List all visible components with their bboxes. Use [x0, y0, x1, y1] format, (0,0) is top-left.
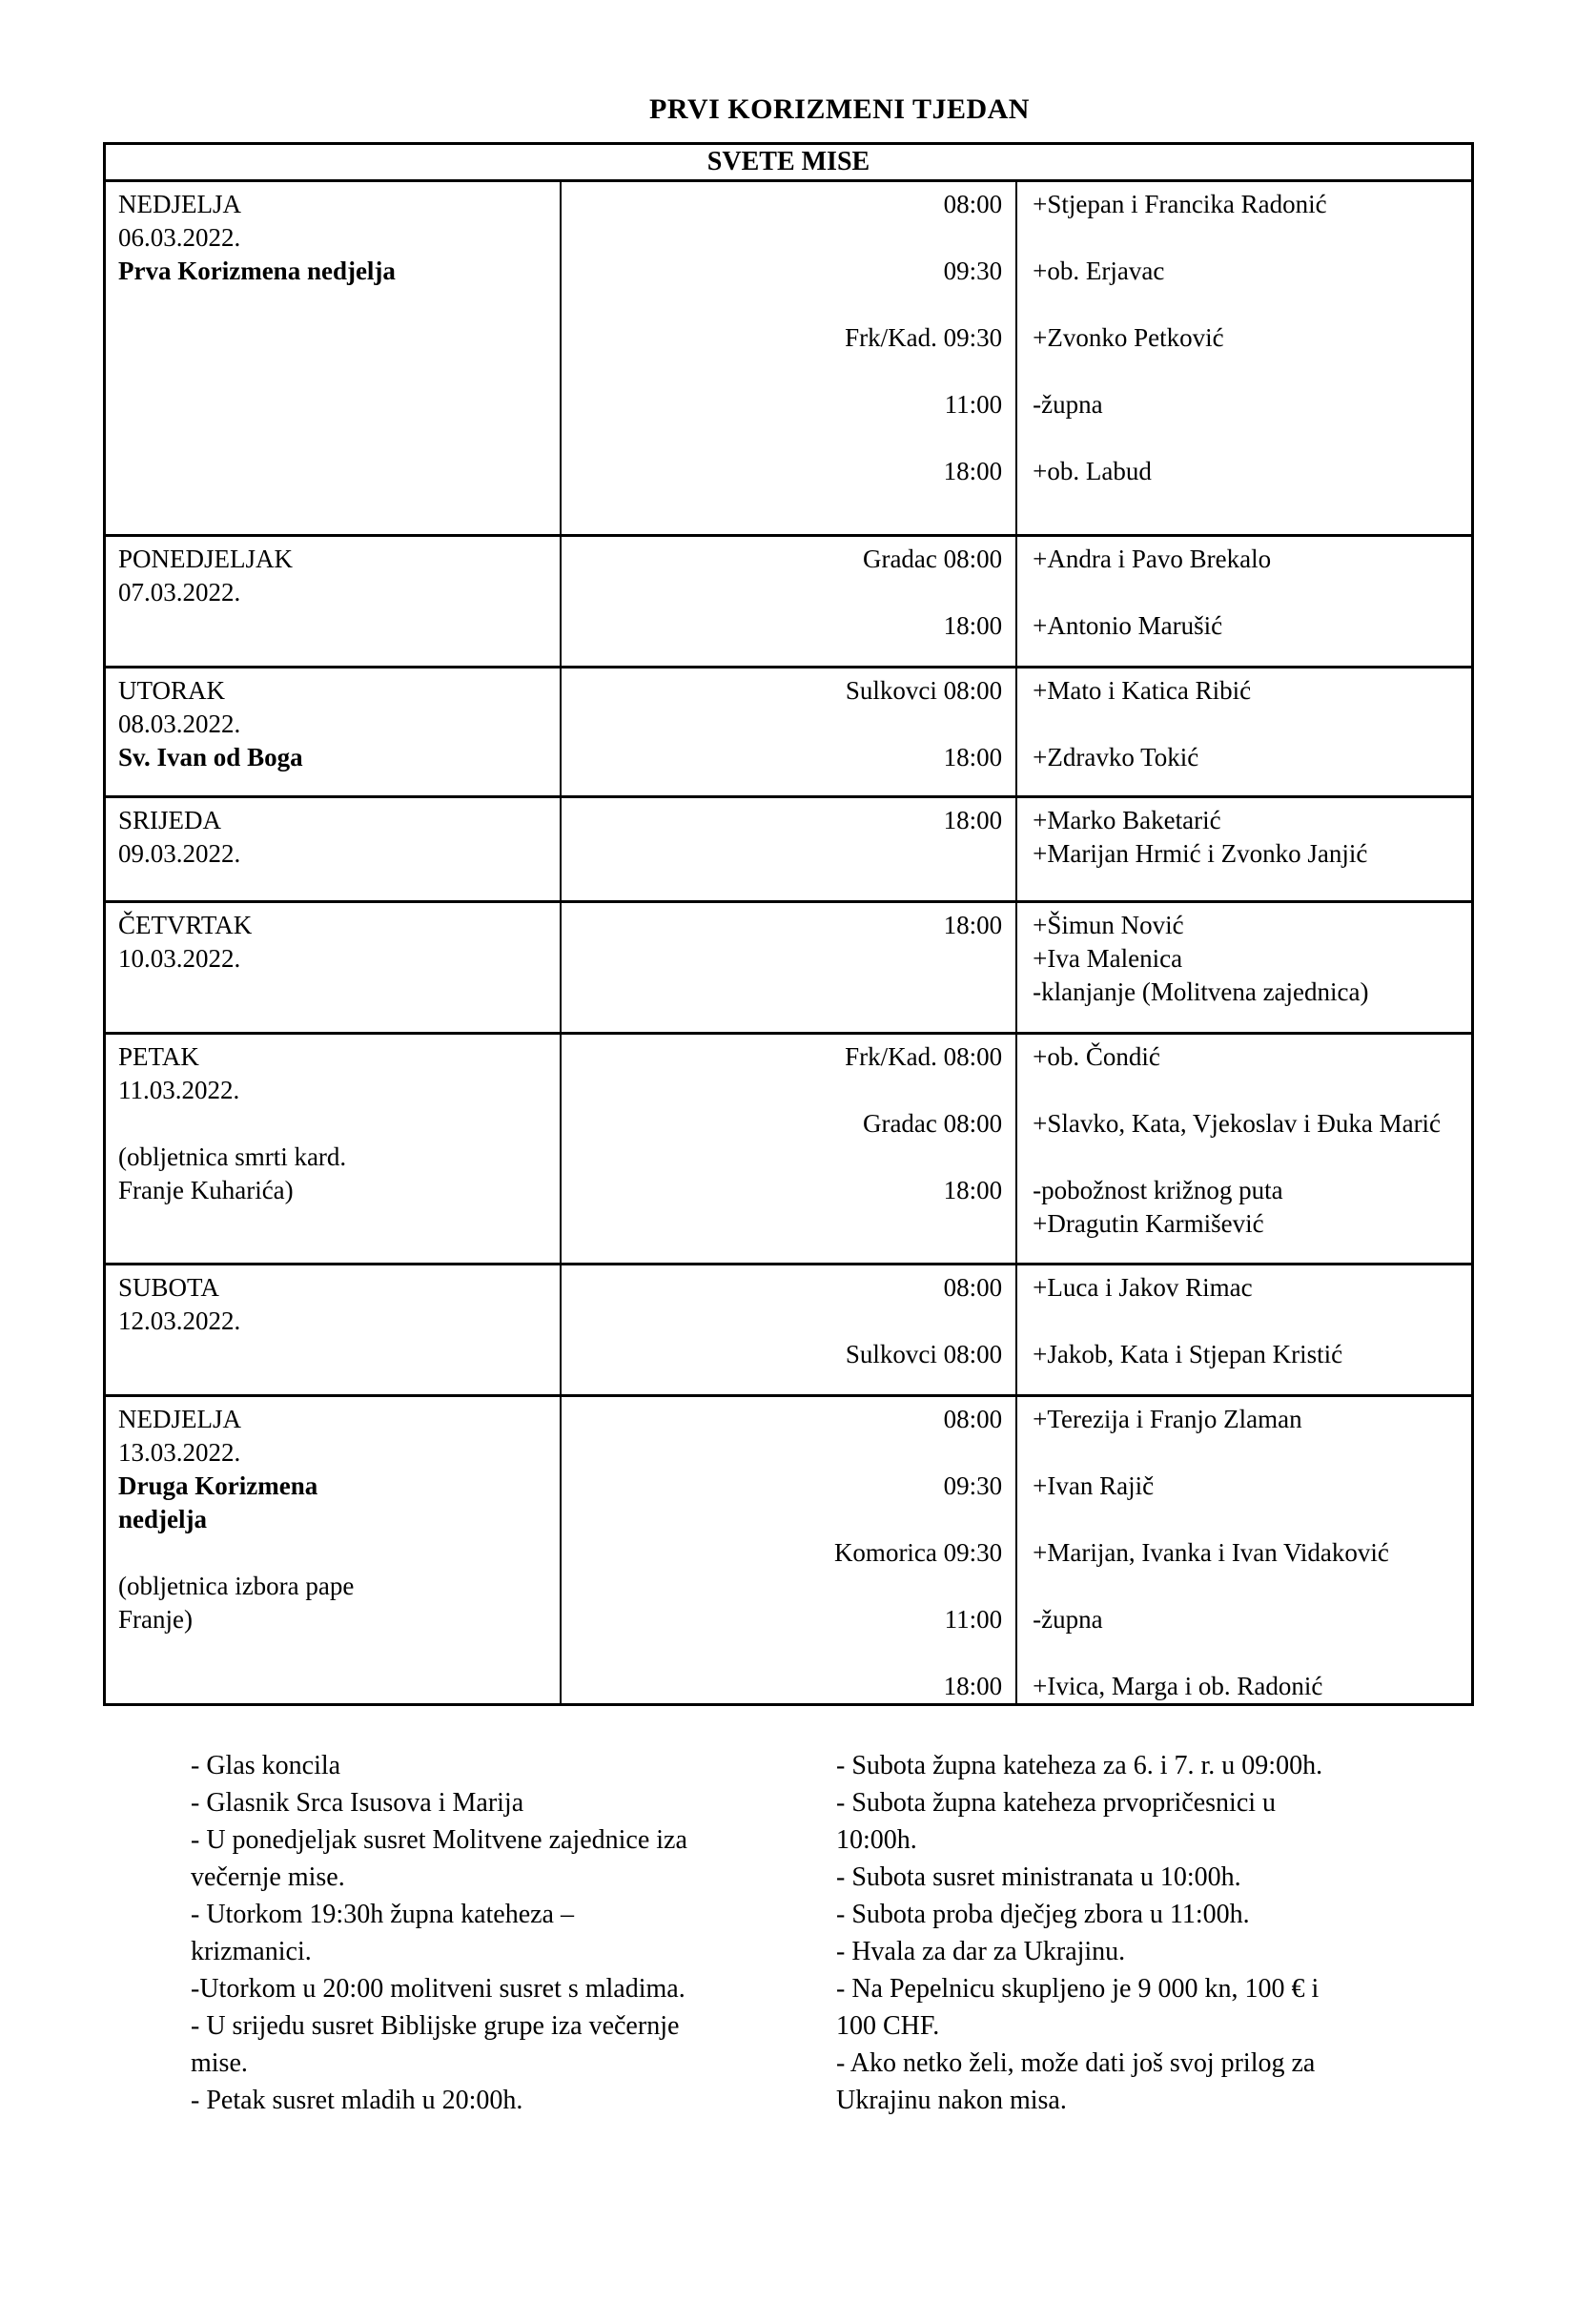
intention-line [1017, 1570, 1471, 1603]
time-line: Frk/Kad. 08:00 [845, 1042, 1003, 1071]
time-line [562, 1207, 1015, 1241]
announcement-line: - Na Pepelnicu skupljeno je 9 000 kn, 100 € i [836, 1974, 1320, 2004]
table-header-row [105, 144, 1473, 181]
day-line: Prva Korizmena nedjelja [118, 257, 396, 285]
time-line [562, 976, 1015, 1009]
announcement-line: - Subota susret ministranata u 10:00h. [836, 1862, 1241, 1892]
time-cell [561, 1396, 1016, 1705]
announcement-line: - Glas koncila [191, 1751, 341, 1780]
time-line [562, 1305, 1015, 1338]
day-line: 08.03.2022. [118, 710, 241, 738]
announcement-line: - Ako netko želi, može dati još svoj prilog za [836, 2048, 1316, 2078]
intention-line: +Jakob, Kata i Stjepan Kristić [1033, 1340, 1343, 1368]
day-line [106, 1536, 560, 1570]
intention-line: +ob. Erjavac [1033, 257, 1165, 285]
intention-line [1017, 1636, 1471, 1670]
announcements-left-column [191, 1747, 801, 2119]
day-line: UTORAK [118, 676, 226, 705]
intention-line: +Ivica, Marga i ob. Radonić [1033, 1672, 1323, 1700]
time-line [562, 576, 1015, 609]
time-cell [561, 1034, 1016, 1265]
day-cell [105, 668, 561, 797]
intention-line [1017, 708, 1471, 741]
announcement-line: - U ponedjeljak susret Molitvene zajednice iza [191, 1825, 687, 1855]
time-line [562, 1436, 1015, 1470]
time-line [562, 221, 1015, 255]
intention-line: -pobožnost križnog puta [1033, 1176, 1283, 1204]
day-line: 11.03.2022. [118, 1076, 240, 1104]
time-cell [561, 668, 1016, 797]
time-line: Gradac 08:00 [862, 545, 1003, 573]
announcement-line: - Subota župna kateheza za 6. i 7. r. u 09:00h. [836, 1751, 1323, 1780]
time-line: 18:00 [943, 806, 1003, 834]
intention-line: -župna [1033, 1605, 1103, 1634]
day-cell [105, 1265, 561, 1396]
time-line [562, 288, 1015, 321]
time-line [562, 1503, 1015, 1536]
intention-line: +ob. Čondić [1033, 1042, 1160, 1071]
table-row [105, 1265, 1473, 1396]
announcement-line: 100 CHF. [836, 2011, 940, 2041]
time-cell [561, 902, 1016, 1034]
intention-line: -župna [1033, 390, 1103, 419]
day-line: nedjelja [118, 1505, 207, 1533]
day-line: SUBOTA [118, 1273, 219, 1302]
intention-cell [1016, 797, 1472, 902]
announcement-line: - Glasnik Srca Isusova i Marija [191, 1788, 524, 1818]
time-line [562, 422, 1015, 455]
time-line [562, 942, 1015, 976]
time-cell [561, 797, 1016, 902]
time-cell [561, 181, 1016, 536]
day-line: Druga Korizmena [118, 1471, 318, 1500]
intention-line: +Luca i Jakov Rimac [1033, 1273, 1253, 1302]
intention-cell [1016, 902, 1472, 1034]
day-line: NEDJELJA [118, 190, 241, 218]
day-line: 13.03.2022. [118, 1438, 241, 1467]
day-line: 06.03.2022. [118, 223, 241, 252]
announcements-section [0, 1747, 1576, 2167]
day-line: ČETVRTAK [118, 911, 253, 939]
announcement-line: - Hvala za dar za Ukrajinu. [836, 1937, 1126, 1966]
day-line: Sv. Ivan od Boga [118, 743, 303, 771]
intention-line [1017, 576, 1471, 609]
time-line: 18:00 [943, 743, 1003, 771]
announcement-line: večernje mise. [191, 1862, 345, 1892]
intention-line: +Slavko, Kata, Vjekoslav i Đuka Marić [1033, 1109, 1442, 1138]
intention-line: +Šimun Nović [1033, 911, 1184, 939]
intention-cell [1016, 1034, 1472, 1265]
time-line: Frk/Kad. 09:30 [845, 323, 1003, 352]
intention-line: +Terezija i Franjo Zlaman [1033, 1405, 1302, 1433]
day-line: PETAK [118, 1042, 199, 1071]
announcement-line: krizmanici. [191, 1937, 312, 1966]
time-cell [561, 536, 1016, 668]
intention-cell [1016, 181, 1472, 536]
document-page [0, 93, 1576, 2324]
day-line: 10.03.2022. [118, 944, 241, 973]
day-cell [105, 181, 561, 536]
day-line: (obljetnica izbora pape [118, 1572, 355, 1600]
announcement-line: -Utorkom u 20:00 molitveni susret s mladima. [191, 1974, 686, 2004]
table-header: SVETE MISE [105, 144, 1473, 181]
time-line: Komorica 09:30 [833, 1538, 1003, 1567]
intention-line: -klanjanje (Molitvena zajednica) [1033, 977, 1369, 1006]
announcement-line: - Subota župna kateheza prvopričesnici u [836, 1788, 1277, 1818]
day-line: PONEDJELJAK [118, 545, 294, 573]
time-cell [561, 1265, 1016, 1396]
intention-line: +Mato i Katica Ribić [1033, 676, 1252, 705]
time-line: 11:00 [944, 1605, 1003, 1634]
intention-line [1017, 422, 1471, 455]
announcements-right-column [836, 1747, 1523, 2119]
intention-cell [1016, 1396, 1472, 1705]
intention-line [1017, 1436, 1471, 1470]
table-row [105, 181, 1473, 536]
announcement-line: - Petak susret mladih u 20:00h. [191, 2086, 523, 2115]
table-row [105, 797, 1473, 902]
table-row [105, 668, 1473, 797]
announcement-line: - Utorkom 19:30h župna kateheza – [191, 1900, 574, 1929]
time-line: 09:30 [943, 257, 1003, 285]
table-row [105, 1396, 1473, 1705]
day-line [106, 1107, 560, 1141]
intention-cell [1016, 536, 1472, 668]
intention-line [1017, 1503, 1471, 1536]
day-cell [105, 797, 561, 902]
intention-line [1017, 355, 1471, 388]
intention-line [1017, 1074, 1471, 1107]
intention-line: +Ivan Rajič [1033, 1471, 1155, 1500]
time-line [562, 1074, 1015, 1107]
intention-cell [1016, 1265, 1472, 1396]
day-line: NEDJELJA [118, 1405, 241, 1433]
day-line: Franje) [118, 1605, 193, 1634]
day-cell [105, 902, 561, 1034]
intention-line: +Antonio Marušić [1033, 611, 1223, 640]
time-line: 18:00 [943, 1672, 1003, 1700]
day-line: Franje Kuharića) [118, 1176, 294, 1204]
day-line: 07.03.2022. [118, 578, 241, 607]
table-row [105, 1034, 1473, 1265]
announcement-line: Ukrajinu nakon misa. [836, 2086, 1067, 2115]
time-line: Sulkovci 08:00 [845, 1340, 1003, 1368]
intention-line: +Stjepan i Francika Radonić [1033, 190, 1327, 218]
intention-line: +Andra i Pavo Brekalo [1033, 545, 1272, 573]
intention-cell [1016, 668, 1472, 797]
time-line: Gradac 08:00 [862, 1109, 1003, 1138]
time-line [562, 708, 1015, 741]
day-line: SRIJEDA [118, 806, 222, 834]
day-line: (obljetnica smrti kard. [118, 1142, 347, 1171]
table-row [105, 536, 1473, 668]
intention-line: +Dragutin Karmišević [1033, 1209, 1264, 1238]
mass-schedule-table [103, 142, 1474, 1706]
intention-line: +Zdravko Tokić [1033, 743, 1199, 771]
intention-line [1017, 1305, 1471, 1338]
intention-line: +Zvonko Petković [1033, 323, 1224, 352]
day-line: 09.03.2022. [118, 839, 241, 868]
time-line [562, 837, 1015, 871]
intention-line: +Marijan, Ivanka i Ivan Vidaković [1033, 1538, 1389, 1567]
time-line: 18:00 [943, 911, 1003, 939]
intention-line [1017, 1141, 1471, 1174]
table-row [105, 902, 1473, 1034]
announcement-line: 10:00h. [836, 1825, 917, 1855]
time-line: 18:00 [943, 1176, 1003, 1204]
time-line: 08:00 [943, 1405, 1003, 1433]
time-line [562, 1636, 1015, 1670]
time-line: Sulkovci 08:00 [845, 676, 1003, 705]
intention-line: +Marijan Hrmić i Zvonko Janjić [1033, 839, 1368, 868]
announcement-line: mise. [191, 2048, 248, 2078]
time-line [562, 1570, 1015, 1603]
time-line [562, 1141, 1015, 1174]
intention-line [1017, 288, 1471, 321]
time-line: 09:30 [943, 1471, 1003, 1500]
day-cell [105, 1396, 561, 1705]
day-cell [105, 1034, 561, 1265]
intention-line: +Iva Malenica [1033, 944, 1183, 973]
time-line: 08:00 [943, 190, 1003, 218]
day-line: 12.03.2022. [118, 1306, 241, 1335]
time-line: 08:00 [943, 1273, 1003, 1302]
page-title: PRVI KORIZMENI TJEDAN [649, 93, 1030, 125]
announcement-line: - U srijedu susret Biblijske grupe iza večernje [191, 2011, 680, 2041]
announcement-line: - Subota proba dječjeg zbora u 11:00h. [836, 1900, 1250, 1929]
intention-line: +Marko Baketarić [1033, 806, 1221, 834]
time-line: 11:00 [944, 390, 1003, 419]
intention-line: +ob. Labud [1033, 457, 1152, 485]
time-line: 18:00 [943, 611, 1003, 640]
time-line [562, 355, 1015, 388]
intention-line [1017, 221, 1471, 255]
time-line: 18:00 [943, 457, 1003, 485]
day-cell [105, 536, 561, 668]
